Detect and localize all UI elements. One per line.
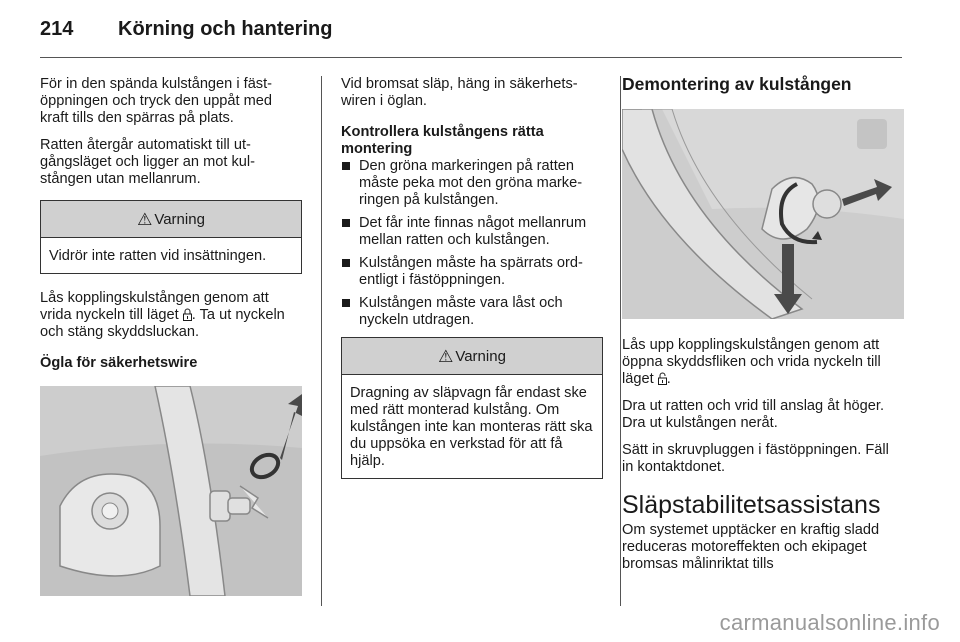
towbar-removal-illustration xyxy=(622,109,904,319)
paragraph-text: . xyxy=(666,371,671,387)
lock-icon xyxy=(183,308,192,321)
warning-title: Varning xyxy=(455,347,506,365)
bullet-square-icon xyxy=(342,259,350,267)
paragraph: Ratten återgår automatiskt till ut-gångsläget och ligger an mot kul-stången utan mellanrum. xyxy=(40,137,255,187)
section-heading: Demontering av kulstången xyxy=(622,74,852,94)
warning-header xyxy=(41,201,301,238)
list-item-text: Den gröna markeringen på ratten måste peka mot den gröna marke-ringen på kulstången. xyxy=(359,158,583,208)
paragraph xyxy=(40,290,302,341)
list-item-text: Kulstången måste ha spärrats ord-entligt i fästöppningen. xyxy=(359,255,583,288)
paragraph: Om systemet upptäcker en kraftig sladd reduceras motoreffekten och ekipaget bromsas målinriktat tills xyxy=(622,522,880,572)
watermark: carmanualsonline.info xyxy=(719,610,940,635)
paragraph: Sätt in skruvpluggen i fästöppningen. Fäll in kontaktdonet. xyxy=(622,442,889,475)
paragraph-text: Lås upp kopplingskulstången genom att öppna skyddsfliken och vrida nyckeln till läget xyxy=(622,337,881,387)
illustration-drawing xyxy=(40,386,302,596)
header-rule xyxy=(40,57,902,58)
warning-title: Varning xyxy=(154,210,205,228)
warning-triangle-icon: ⚠ xyxy=(438,346,454,366)
list-item xyxy=(341,215,603,249)
bullet-square-icon xyxy=(342,162,350,170)
column-divider xyxy=(321,76,322,606)
subheading: Kontrollera kulstångens rätta montering xyxy=(341,124,544,157)
column-2 xyxy=(341,76,603,495)
list-item-text: Det får inte finnas något mellanrum mellan ratten och kulstången. xyxy=(359,215,587,248)
column-1 xyxy=(40,76,302,596)
warning-box xyxy=(341,337,603,479)
list-item xyxy=(341,295,603,329)
warning-box xyxy=(40,200,302,274)
page-number: 214 xyxy=(40,18,74,40)
unlock-icon xyxy=(658,372,667,385)
paragraph xyxy=(622,337,904,388)
column-divider xyxy=(620,76,621,606)
paragraph: Vid bromsat släp, häng in säkerhets-wiren i öglan. xyxy=(341,76,578,109)
subheading: Ögla för säkerhetswire xyxy=(40,355,198,371)
paragraph-text: . Ta ut nyckeln och stäng skyddsluckan. xyxy=(40,307,285,340)
list-item xyxy=(341,158,603,209)
list-item-text: Kulstången måste vara låst och nyckeln utdragen. xyxy=(359,295,563,328)
safety-wire-eyelet-illustration xyxy=(40,386,302,596)
illustration-drawing xyxy=(622,109,904,319)
column-3 xyxy=(622,76,904,583)
bullet-square-icon xyxy=(342,299,350,307)
list-item xyxy=(341,255,603,289)
paragraph-text: Lås kopplingskulstången genom att vrida nyckeln till läget xyxy=(40,290,269,323)
paragraph: För in den spända kulstången i fäst-öppningen och tryck den uppåt med kraft tills den spärras på plats. xyxy=(40,76,273,126)
warning-body: Vidrör inte ratten vid insättningen. xyxy=(49,248,267,264)
warning-header xyxy=(342,338,602,375)
warning-body: Dragning av släpvagn får endast ske med rätt monterad kulstång. Om kulstången inte kan monteras rätt ska du uppsöka en verkstad för att få hjälp. xyxy=(350,385,593,469)
bullet-square-icon xyxy=(342,219,350,227)
paragraph: Dra ut ratten och vrid till anslag åt höger. Dra ut kulstången neråt. xyxy=(622,398,885,431)
chapter-title: Körning och hantering xyxy=(118,18,333,40)
checklist xyxy=(341,158,603,329)
section-title: Släpstabilitetsassistans xyxy=(622,491,881,519)
page-header xyxy=(40,18,332,48)
warning-triangle-icon: ⚠ xyxy=(137,209,153,229)
